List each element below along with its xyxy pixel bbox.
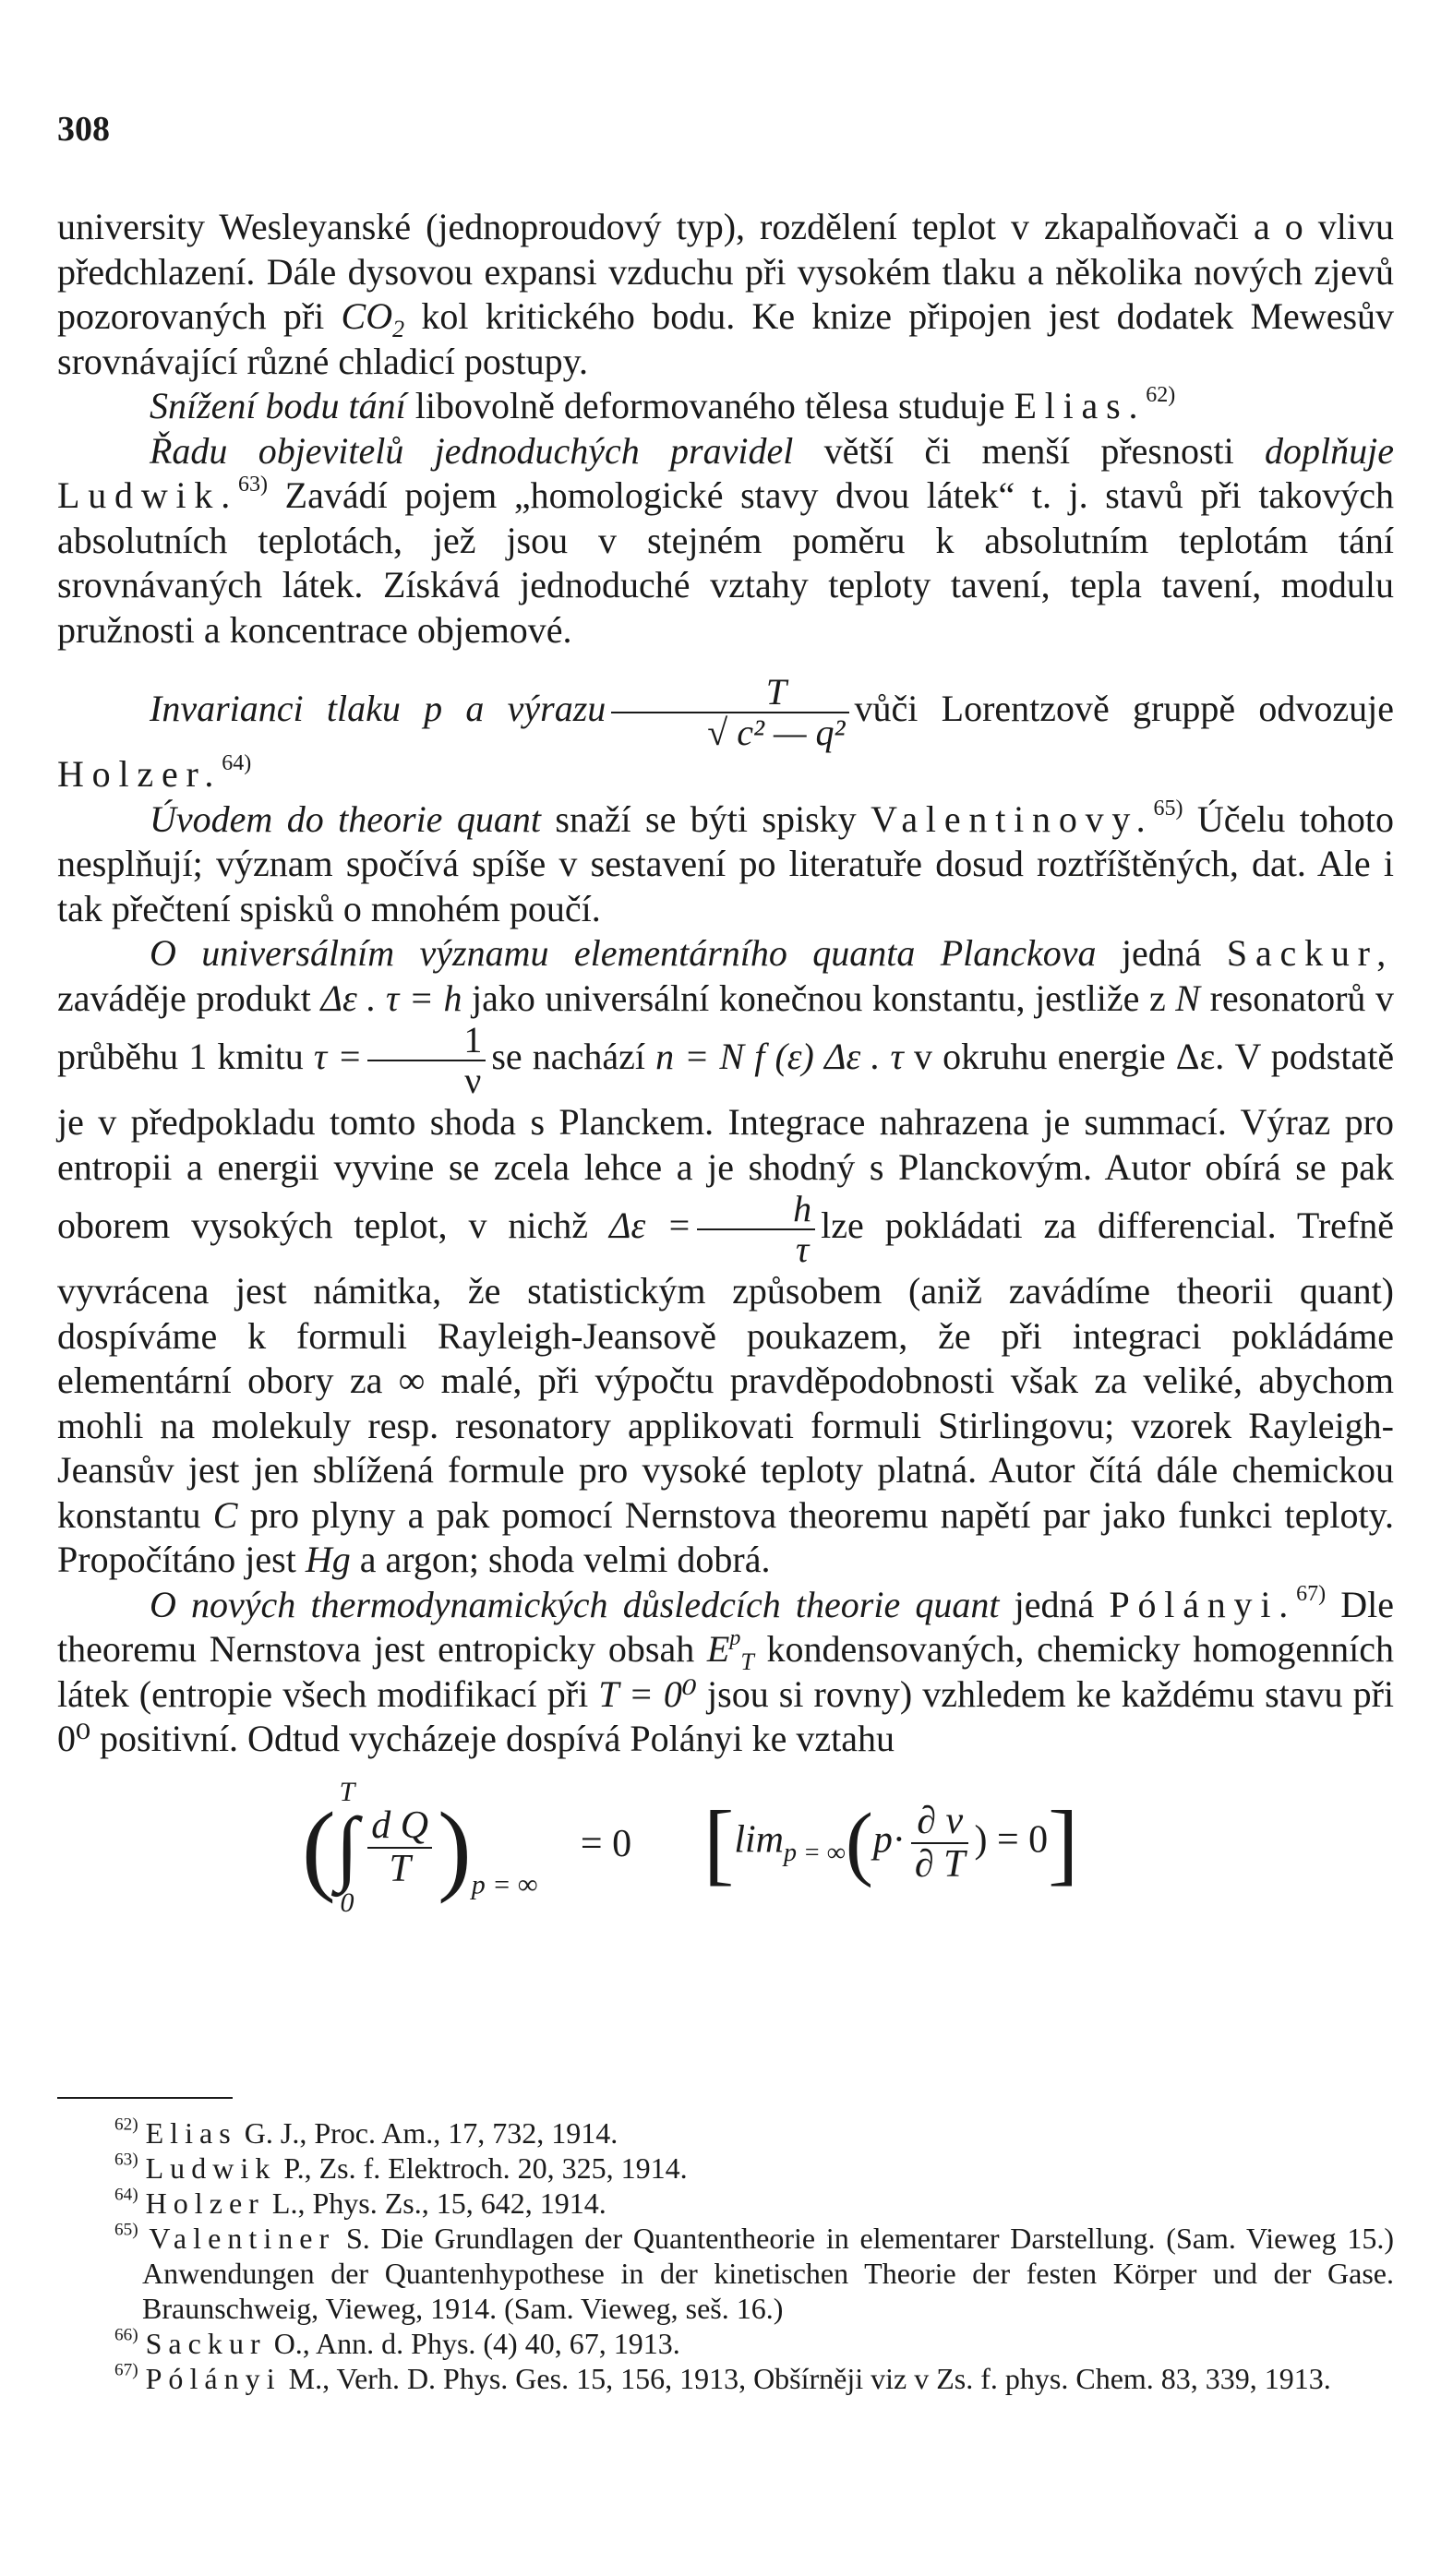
footnote-ref: 64) — [222, 751, 252, 775]
fraction-h-over-tau: $\frac{h}{\tau}$ — [697, 1190, 815, 1269]
author-name: Pólányi. — [1109, 1583, 1297, 1625]
entropy-symbol: $E^p_T$ — [706, 1626, 754, 1675]
paragraph-holzer: Invarianci tlaku p a výrazu $\frac{T}{\text{√ c² — q²}}$ vůči Lorentzově gruppě odvozuje Holzer.$^{64)}$ — [57, 671, 1394, 795]
paragraph-ludwik: Řadu objevitelů jednoduchých pravidel větší či menší přesnosti doplňuje Ludwik.$^{63)}$ Zavádí pojem „homologické stavy dvou látek“ t. j. stavů při takových absolutních teplotách, jež jsou v stejném poměru k absolutním teplotám tání srovnávaných látek. Získává jednoduché vztahy teploty tavení, tepla tavení, modulu pružnosti a koncentrace objemové. — [57, 429, 1395, 651]
display-equation — [57, 1776, 1394, 1954]
footnotes — [57, 2115, 1394, 2396]
equation-left: ( T ∫ 0 $\frac{\text{d Q}}{T}$ )$_{p = \infty} = 0$ — [302, 1776, 632, 1918]
footnote-ref: 65) — [1153, 796, 1183, 821]
equation-right: [$\lim_{p = \infty}(p\cdot$ $\frac{\partial v}{\partial T}$ ) = 0] — [703, 1791, 1079, 1894]
footnote: $^{65)}$ Valentiner S. Die Grundlagen der Quantentheorie in elementarer Darstellung. (Sam. Vieweg 15.) Anwendungen der Quantenhypothese in der kinetischen Theorie der festen Körper und der Gase. Braunschweig, Vieweg, 1914. (Sam. Vieweg, seš. 16.) — [114, 2220, 1395, 2325]
paragraph-valentiner: Úvodem do theorie quant snaží se býti spisky Valentinovy.$^{65)}$ Účelu tohoto nesplňují; význam spočívá spíše v sestavení po literatuře dosud roztříštěných, dat. Ale i tak přečtení spisků o mnohém poučí. — [57, 796, 1395, 929]
author-name: Valentinovy. — [871, 797, 1154, 840]
co2-formula: $CO_2$ — [341, 295, 405, 342]
page-number: 308 — [57, 110, 110, 149]
author-name: Holzer. — [57, 753, 222, 795]
lorentz-fraction: $\frac{T}{\text{√ c² — q²}}$ — [611, 673, 848, 752]
author-name: Elias. — [1014, 385, 1147, 426]
footnote-ref: 62) — [1146, 383, 1176, 407]
footnote-ref: 67) — [1296, 1581, 1327, 1606]
footnote: $^{67)}$ Pólányi M., Verh. D. Phys. Ges. 15, 156, 1913, Obšírněji viz v Zs. f. phys. Chem. 83, 339, 1913. — [114, 2360, 1331, 2395]
footnote: $^{66)}$ Sackur O., Ann. d. Phys. (4) 40, 67, 1913. — [114, 2325, 680, 2360]
paragraph-elias: Snížení bodu tání libovolně deformovaného tělesa studuje Elias.$^{62)}$ — [150, 383, 1176, 426]
footnote-divider — [57, 2097, 233, 2099]
footnote: $^{64)}$ Holzer L., Phys. Zs., 15, 642, 1914. — [114, 2185, 606, 2220]
paragraph-intro: university Wesleyanské (jednoproudový typ), rozdělení teplot v zkapalňovači a o vlivu předchlazení. Dále dysovou expansi vzduchu při vysokém tlaku a několika nových zjevů pozorovaných při $CO_2$ kol kritického bodu. Ke knize připojen jest dodatek Mewesův srovnávající různé chladicí postupy. — [57, 206, 1395, 382]
author-name: Sackur, — [1226, 932, 1394, 974]
author-name: Ludwik. — [57, 474, 239, 516]
body-text — [57, 205, 1394, 1954]
paragraph-sackur: O universálním významu elementárního quanta Planckova jedná Sackur, zaváděje produkt Δε . τ = h jako universální konečnou konstantu, jestliže z N resonatorů v průběhu 1 kmitu τ = $\frac{1}{\nu}$ se nachází n = N f (ε) Δε . τ v okruhu energie Δε. V podstatě je v předpokladu tomto shoda s Planckem. Integrace nahrazena je summací. Výraz pro entropii a energii vyvine se zcela lehce a je shodný s Planckovým. Autor obírá se pak oborem vysokých teplot, v nichž Δε = $\frac{h}{\tau}$ lze pokládati za differencial. Trefně vyvrácena jest námitka, že statistickým způsobem (aniž zavádíme theorii quant) dospíváme k formuli Rayleigh-Jeansově poukazem, že při integraci pokládáme elementární obory za ∞ malé, při výpočtu pravděpodobnosti však za veliké, abychom mohli na molekuly resp. resonatory applikovati formuli Stirlingovu; vzorek Rayleigh-Jeansův jest jen sblížená formule pro vysoké teploty platná. Autor čítá dále chemickou konstantu C pro plyny a pak pomocí Nernstova theoremu napětí par jako funkci teploty. Propočítáno jest Hg a argon; shoda velmi dobrá. — [57, 932, 1395, 1580]
footnote: $^{62)}$ Elias G. J., Proc. Am., 17, 732, 1914. — [114, 2115, 618, 2150]
paragraph-polanyi: O nových thermodynamických důsledcích theorie quant jedná Pólányi.$^{67)}$ Dle theoremu Nernstova jest entropicky obsah $E^p_T$ kondensovaných, chemicky homogenních látek (entropie všech modifikací při T = 0⁰ jsou si rovny) vzhledem ke každému stavu při 0⁰ positivní. Odtud vycházeje dospívá Polányi ke vztahu — [57, 1581, 1395, 1759]
footnote: $^{63)}$ Ludwik P., Zs. f. Elektroch. 20, 325, 1914. — [114, 2150, 688, 2185]
fraction-one-over-nu: $\frac{1}{\nu}$ — [367, 1021, 486, 1100]
footnote-ref: 63) — [238, 473, 269, 497]
